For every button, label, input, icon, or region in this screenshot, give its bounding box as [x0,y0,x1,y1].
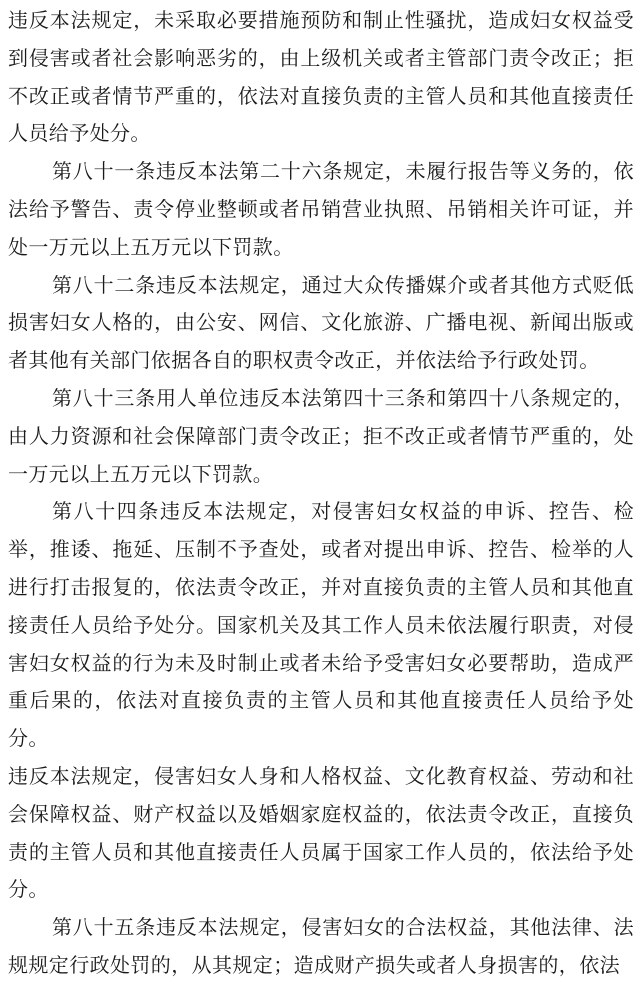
paragraph-rights-infringement: 违反本法规定，侵害妇女人身和人格权益、文化教育权益、劳动和社会保障权益、财产权益以及婚姻家庭权益的，依法责令改正，直接负责的主管人员和其他直接责任人员属于国家工作人员的，依法给予处分。 [8,763,634,902]
paragraph-article-81: 第八十一条违反本法第二十六条规定，未履行报告等义务的，依法给予警告、责令停业整顿或者吊销营业执照、吊销相关许可证，并处一万元以上五万元以下罚款。 [8,159,634,259]
paragraph-article-85: 第八十五条违反本法规定，侵害妇女的合法权益，其他法律、法规规定行政处罚的，从其规定；造成财产损失或者人身损害的，依法 [8,915,634,977]
paragraph-article-82: 第八十二条违反本法规定，通过大众传播媒介或者其他方式贬低损害妇女人格的，由公安、网信、文化旅游、广播电视、新闻出版或者其他有关部门依据各自的职权责令改正，并依法给予行政处罚。 [8,272,634,373]
paragraph-article-84: 第八十四条违反本法规定，对侵害妇女权益的申诉、控告、检举，推诿、拖延、压制不予查处，或者对提出申诉、控告、检举的人进行打击报复的，依法责令改正，并对直接负责的主管人员和其他直接责任人员给予处分。国家机关及其工作人员未依法履行职责，对侵害妇女权益的行为未及时制止或者未给予受害妇女必要帮助，造成严重后果的，依法对直接负责的主管人员和其他直接责任人员给予处分。 [8,499,634,751]
paragraph-article-83: 第八十三条用人单位违反本法第四十三条和第四十八条规定的，由人力资源和社会保障部门责令改正；拒不改正或者情节严重的，处一万元以上五万元以下罚款。 [8,385,634,486]
paragraph-sexual-harassment-liability: 违反本法规定，未采取必要措施预防和制止性骚扰，造成妇女权益受到侵害或者社会影响恶劣的，由上级机关或者主管部门责令改正；拒不改正或者情节严重的，依法对直接负责的主管人员和其他直接责任人员给予处分。 [8,8,634,146]
